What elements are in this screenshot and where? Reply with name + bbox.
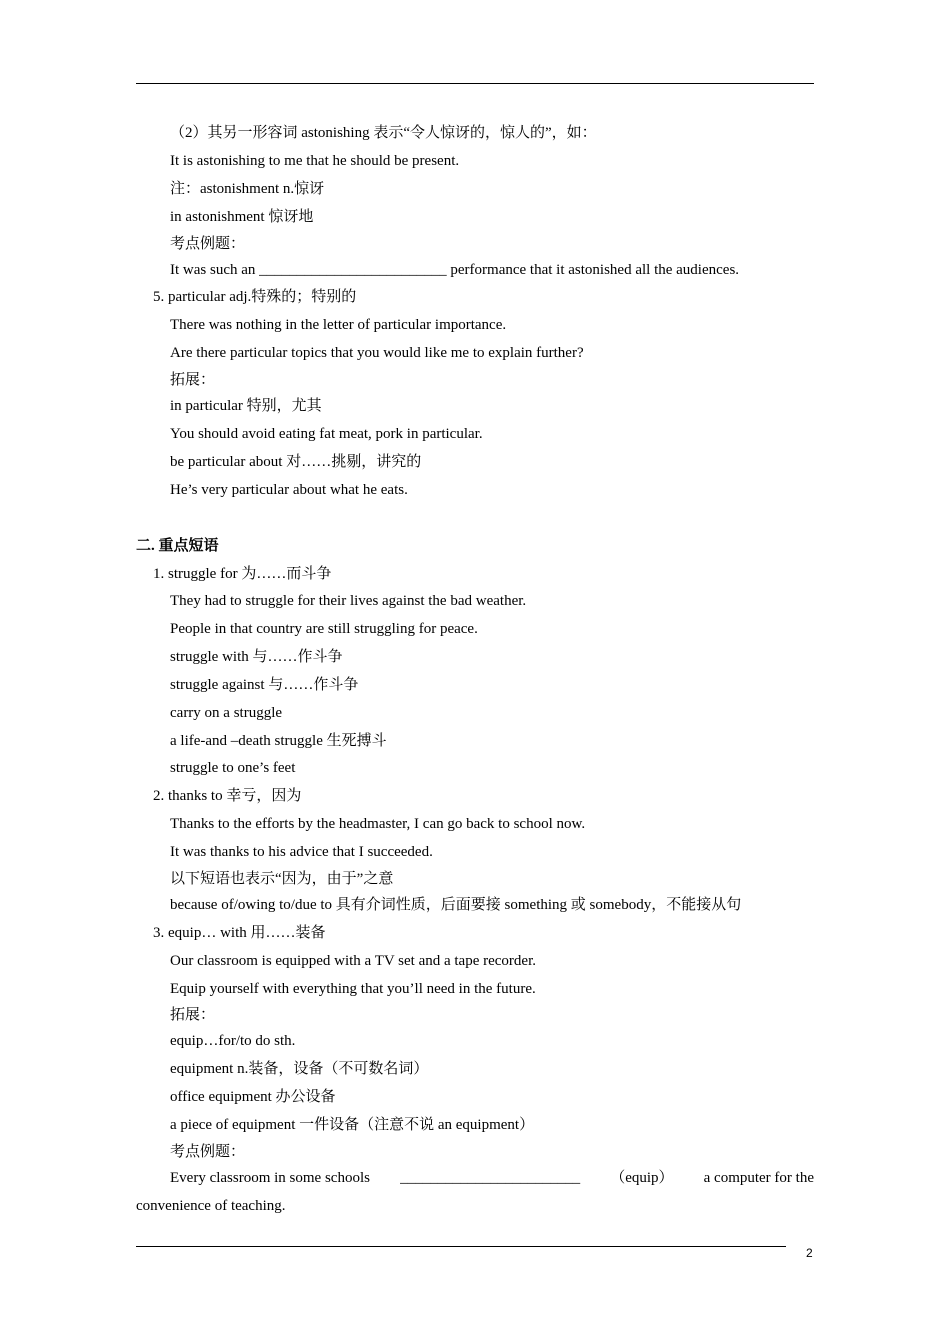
page-number: 2	[806, 1246, 813, 1260]
text-line: Are there particular topics that you would like me to explain further?	[170, 345, 584, 361]
text-line: a life-and –death struggle 生死搏斗	[170, 733, 387, 749]
header-rule	[136, 83, 814, 84]
text-line: （2）其另一形容词 astonishing 表示“令人惊讶的，惊人的”，如：	[170, 125, 597, 141]
exercise-text: a computer for the	[703, 1170, 814, 1186]
text-line: carry on a struggle	[170, 705, 283, 721]
text-line: convenience of teaching.	[136, 1198, 286, 1214]
text-line: Thanks to the efforts by the headmaster, I can go back to school now.	[170, 816, 586, 832]
text-line: 注：astonishment n.惊讶	[170, 181, 325, 197]
text-line: be particular about 对……挑剔，讲究的	[170, 454, 422, 470]
text-line: struggle with 与……作斗争	[170, 649, 343, 665]
text-line: equipment n.装备，设备（不可数名词）	[170, 1061, 429, 1077]
text-line: 考点例题：	[170, 236, 246, 252]
text-line: It was thanks to his advice that I succeeded.	[170, 844, 433, 860]
text-line: People in that country are still struggling for peace.	[170, 621, 478, 637]
text-line: He’s very particular about what he eats.	[170, 482, 408, 498]
section-heading: 二. 重点短语	[136, 538, 219, 554]
list-item-heading: 1. struggle for 为……而斗争	[153, 566, 332, 582]
text-line: There was nothing in the letter of particular importance.	[170, 317, 507, 333]
exercise-line	[170, 1168, 814, 1188]
list-item-heading: 3. equip… with 用……装备	[153, 925, 326, 941]
text-line: 拓展：	[170, 1007, 216, 1023]
exercise-hint: （equip）	[610, 1170, 674, 1186]
exercise-text: Every classroom in some schools	[170, 1170, 370, 1186]
text-line: in particular 特别，尤其	[170, 398, 322, 414]
exercise-line: It was such an _________________________ performance that it astonished all the audiences.	[170, 262, 740, 278]
text-line: Our classroom is equipped with a TV set and a tape recorder.	[170, 953, 537, 969]
text-line: 考点例题：	[170, 1144, 246, 1160]
text-line: It is astonishing to me that he should be present.	[170, 153, 460, 169]
list-item-heading: 5. particular adj.特殊的；特别的	[153, 289, 357, 305]
text-line: equip…for/to do sth.	[170, 1033, 296, 1049]
list-item-heading: 2. thanks to 幸亏，因为	[153, 788, 302, 804]
answer-blank: ________________________	[400, 1170, 581, 1186]
text-line: a piece of equipment 一件设备（注意不说 an equipment）	[170, 1117, 535, 1133]
text-line: in astonishment 惊讶地	[170, 209, 314, 225]
text-line: They had to struggle for their lives against the bad weather.	[170, 593, 527, 609]
text-line: because of/owing to/due to 具有介词性质，后面要接 something 或 somebody，不能接从句	[170, 897, 742, 913]
text-line: struggle against 与……作斗争	[170, 677, 359, 693]
text-line: struggle to one’s feet	[170, 760, 296, 776]
text-line: 以下短语也表示“因为，由于”之意	[170, 871, 394, 887]
text-line: Equip yourself with everything that you’ll need in the future.	[170, 981, 536, 997]
text-line: 拓展：	[170, 372, 216, 388]
footer-rule	[136, 1246, 786, 1247]
text-line: You should avoid eating fat meat, pork in particular.	[170, 426, 483, 442]
text-line: office equipment 办公设备	[170, 1089, 336, 1105]
